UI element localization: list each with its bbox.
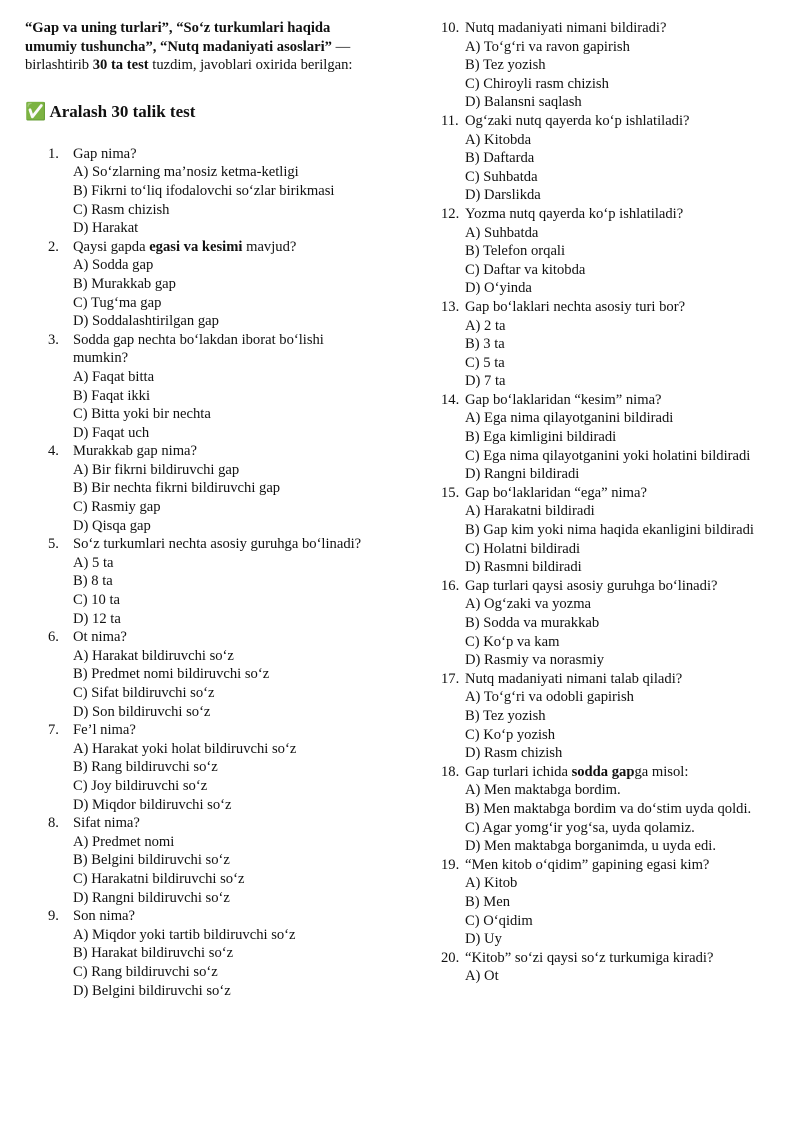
answer-option: D) Belgini bildiruvchi so‘z <box>73 982 231 999</box>
answer-option: D) Uy <box>465 931 502 948</box>
question-text <box>73 145 380 164</box>
question-item <box>441 298 761 391</box>
question-text-start: Nutq madaniyati nimani talab qiladi? <box>465 670 683 687</box>
answer-option: D) Soddalashtirilgan gap <box>73 313 219 330</box>
answer-option: A) Sodda gap <box>73 257 154 274</box>
question-text-end: mavjud? <box>242 238 297 255</box>
answer-option: D) Men maktabga borganimda, u uyda edi. <box>465 838 717 855</box>
question-number: 19. <box>441 856 460 873</box>
question-text <box>73 907 380 926</box>
question-item <box>25 907 380 1000</box>
question-item <box>441 763 761 856</box>
answer-option: A) Faqat bitta <box>73 368 155 385</box>
answer-option: B) 3 ta <box>465 336 505 353</box>
answer-option: C) 10 ta <box>73 592 121 609</box>
question-item <box>25 442 380 535</box>
question-number: 20. <box>441 949 460 966</box>
question-text <box>73 721 380 740</box>
question-text-start: “Kitob” so‘zi qaysi so‘z turkumiga kiradi? <box>465 949 714 966</box>
question-item <box>441 856 761 949</box>
question-number: 2. <box>48 238 59 255</box>
answer-option: C) Rasm chizish <box>73 201 170 218</box>
answer-option: D) Balansni saqlash <box>465 94 582 111</box>
question-text-end: ga misol: <box>634 763 689 780</box>
answer-option: B) Tez yozish <box>465 57 546 74</box>
answer-option: D) 7 ta <box>465 373 506 390</box>
answer-option: B) Sodda va murakkab <box>465 615 600 631</box>
question-text-start: Fe’l nima? <box>73 722 136 739</box>
answer-option: D) Rasmni bildiradi <box>465 559 582 576</box>
question-number: 15. <box>441 484 460 501</box>
answer-option: C) Joy bildiruvchi so‘z <box>73 777 208 794</box>
answer-option: D) Qisqa gap <box>73 517 151 534</box>
question-number: 8. <box>48 815 59 832</box>
answer-option: C) 5 ta <box>465 354 505 371</box>
intro-text-a: — birlashtirib <box>25 38 351 74</box>
answer-option: B) Harakat bildiruvchi so‘z <box>73 945 234 962</box>
answer-option: C) Tug‘ma gap <box>73 294 162 311</box>
answer-option: A) Miqdor yoki tartib bildiruvchi so‘z <box>73 926 296 943</box>
question-text-start: So‘z turkumlari nechta asosiy guruhga bo‘linadi? <box>73 536 362 553</box>
question-text <box>465 298 761 317</box>
question-text <box>73 238 380 257</box>
answer-option: B) Daftarda <box>465 150 535 167</box>
question-item <box>441 484 761 577</box>
question-text-start: Son nima? <box>73 908 136 925</box>
question-number: 18. <box>441 763 460 780</box>
answer-option: B) Murakkab gap <box>73 275 176 292</box>
answer-option: B) Tez yozish <box>465 707 546 724</box>
answer-option: C) Harakatni bildiruvchi so‘z <box>73 870 245 887</box>
answer-option: A) So‘zlarning ma’nosiz ketma-ketligi <box>73 164 299 181</box>
question-text-start: Og‘zaki nutq qayerda ko‘p ishlatiladi? <box>465 112 690 129</box>
answer-option: B) Men maktabga bordim va do‘stim uyda qoldi. <box>465 800 752 817</box>
answer-option: A) Kitob <box>465 875 518 892</box>
check-icon: ✅ <box>25 101 47 121</box>
answer-option: B) Faqat ikki <box>73 387 151 404</box>
question-text <box>73 814 380 833</box>
answer-option: D) Rasmiy va norasmiy <box>465 652 605 669</box>
answer-option: A) Ega nima qilayotganini bildiradi <box>465 410 674 427</box>
answer-option: A) Kitobda <box>465 131 532 148</box>
answer-option: B) Bir nechta fikrni bildiruvchi gap <box>73 480 281 497</box>
answer-option: C) Sifat bildiruvchi so‘z <box>73 685 215 701</box>
question-text <box>465 205 761 224</box>
intro-text-b: tuzdim, javoblari oxirida berilgan: <box>148 57 353 74</box>
question-number: 10. <box>441 20 460 36</box>
question-text <box>73 331 380 368</box>
answer-option: D) Faqat uch <box>73 424 150 441</box>
question-text-start: Murakkab gap nima? <box>73 443 198 460</box>
question-item <box>441 670 761 763</box>
question-number: 6. <box>48 629 59 646</box>
question-item <box>25 145 380 238</box>
answer-option: D) Darslikda <box>465 187 541 204</box>
answer-option: A) Bir fikrni bildiruvchi gap <box>73 461 240 478</box>
answer-option: D) Rasm chizish <box>465 745 563 762</box>
question-item <box>441 949 761 986</box>
answer-option: A) Suhbatda <box>465 224 539 241</box>
answer-option: C) Ko‘p va kam <box>465 633 560 650</box>
answer-option: A) Harakat bildiruvchi so‘z <box>73 647 234 664</box>
answer-option: C) Ko‘p yozish <box>465 726 555 743</box>
section-heading <box>25 101 380 123</box>
question-text <box>465 949 761 968</box>
answer-option: A) Harakat yoki holat bildiruvchi so‘z <box>73 740 297 757</box>
question-text-start: Sifat nima? <box>73 815 140 832</box>
question-text <box>465 112 761 131</box>
answer-option: B) Gap kim yoki nima haqida ekanligini bildiradi <box>465 522 754 539</box>
answer-option: A) Men maktabga bordim. <box>465 782 621 799</box>
answer-option: C) Rasmiy gap <box>73 499 161 516</box>
answer-option: A) To‘g‘ri va odobli gapirish <box>465 689 634 706</box>
question-text-start: Nutq madaniyati nimani bildiradi? <box>465 20 667 36</box>
answer-option: A) Harakatni bildiradi <box>465 503 595 520</box>
question-item <box>25 535 380 628</box>
question-item <box>441 112 761 205</box>
question-item <box>25 238 380 331</box>
answer-option: B) Fikrni to‘liq ifodalovchi so‘zlar birikmasi <box>73 182 335 199</box>
question-number: 17. <box>441 670 460 687</box>
question-item <box>441 391 761 484</box>
question-text-start: Sodda gap nechta bo‘lakdan iborat bo‘lishi mumkin? <box>73 331 324 367</box>
answer-option: A) Predmet nomi <box>73 833 175 850</box>
answer-option: D) Rangni bildiruvchi so‘z <box>73 889 230 906</box>
right-column <box>441 19 761 986</box>
question-number: 9. <box>48 908 59 925</box>
answer-option: D) Son bildiruvchi so‘z <box>73 703 211 720</box>
answer-option: C) O‘qidim <box>465 912 533 929</box>
question-number: 16. <box>441 577 460 594</box>
answer-option: A) To‘g‘ri va ravon gapirish <box>465 38 630 55</box>
answer-option: B) 8 ta <box>73 573 113 590</box>
question-text-start: Gap turlari qaysi asosiy guruhga bo‘linadi? <box>465 577 718 594</box>
question-text <box>465 484 761 503</box>
answer-option: B) Rang bildiruvchi so‘z <box>73 759 218 776</box>
question-text <box>465 577 761 596</box>
intro-topics: “Gap va uning turlari”, “So‘z turkumlari haqida umumiy tushuncha”, “Nutq madaniyati asoslari” <box>25 20 332 55</box>
question-text-start: Gap bo‘laklaridan “kesim” nima? <box>465 391 662 408</box>
answer-option: A) 5 ta <box>73 554 114 571</box>
question-text <box>73 628 380 647</box>
question-text <box>465 391 761 410</box>
question-number: 14. <box>441 391 460 408</box>
question-list-left <box>25 145 380 1000</box>
answer-option: B) Telefon orqali <box>465 243 566 260</box>
answer-option: D) Miqdor bildiruvchi so‘z <box>73 796 232 813</box>
question-number: 4. <box>48 443 59 460</box>
answer-option: C) Agar yomg‘ir yog‘sa, uyda qolamiz. <box>465 819 695 836</box>
question-text-start: Yozma nutq qayerda ko‘p ishlatiladi? <box>465 205 684 222</box>
question-item <box>25 628 380 721</box>
question-list-right <box>441 19 761 986</box>
answer-option: C) Suhbatda <box>465 168 538 185</box>
question-number: 7. <box>48 722 59 739</box>
question-item <box>25 331 380 443</box>
answer-option: B) Predmet nomi bildiruvchi so‘z <box>73 666 270 683</box>
section-title: Aralash 30 talik test <box>49 101 196 121</box>
answer-option: C) Bitta yoki bir nechta <box>73 406 211 423</box>
question-item <box>441 577 761 670</box>
intro-count: 30 ta test <box>92 57 149 74</box>
left-column <box>25 19 380 1000</box>
question-number: 5. <box>48 536 59 553</box>
answer-option: B) Ega kimligini bildiradi <box>465 429 617 446</box>
question-text-bold: sodda gap <box>571 763 635 780</box>
question-text <box>465 19 761 38</box>
question-item <box>441 19 761 112</box>
question-number: 12. <box>441 205 460 222</box>
answer-option: B) Belgini bildiruvchi so‘z <box>73 852 230 869</box>
question-number: 3. <box>48 331 59 348</box>
question-text-start: “Men kitob o‘qidim” gapining egasi kim? <box>465 856 710 873</box>
question-text <box>73 535 380 554</box>
question-number: 11. <box>441 112 459 129</box>
question-text-start: Qaysi gapda <box>73 238 150 255</box>
answer-option: D) Harakat <box>73 220 139 237</box>
question-text-start: Gap bo‘laklari nechta asosiy turi bor? <box>465 298 686 315</box>
question-item <box>25 814 380 907</box>
answer-option: A) Og‘zaki va yozma <box>465 596 592 613</box>
question-text-start: Gap bo‘laklaridan “ega” nima? <box>465 484 647 501</box>
answer-option: C) Holatni bildiradi <box>465 540 581 557</box>
question-text <box>73 442 380 461</box>
answer-option: D) O‘yinda <box>465 280 532 297</box>
question-text-start: Gap nima? <box>73 145 137 162</box>
intro-paragraph <box>25 19 380 75</box>
answer-option: C) Rang bildiruvchi so‘z <box>73 963 218 980</box>
question-text-start: Gap turlari ichida <box>465 763 572 780</box>
question-number: 1. <box>48 145 59 162</box>
answer-option: D) 12 ta <box>73 610 121 627</box>
question-text <box>465 670 761 689</box>
question-text-bold: egasi va kesimi <box>149 238 243 255</box>
answer-option: B) Men <box>465 893 510 910</box>
answer-option: D) Rangni bildiradi <box>465 466 580 483</box>
answer-option: A) Ot <box>465 968 499 985</box>
question-text-start: Ot nima? <box>73 629 127 646</box>
answer-option: A) 2 ta <box>465 317 506 334</box>
question-item <box>25 721 380 814</box>
question-item <box>441 205 761 298</box>
answer-option: C) Ega nima qilayotganini yoki holatini bildiradi <box>465 447 751 464</box>
question-number: 13. <box>441 298 460 315</box>
question-text <box>465 856 761 875</box>
answer-option: C) Daftar va kitobda <box>465 261 586 278</box>
question-text <box>465 763 761 782</box>
answer-option: C) Chiroyli rasm chizish <box>465 75 609 92</box>
